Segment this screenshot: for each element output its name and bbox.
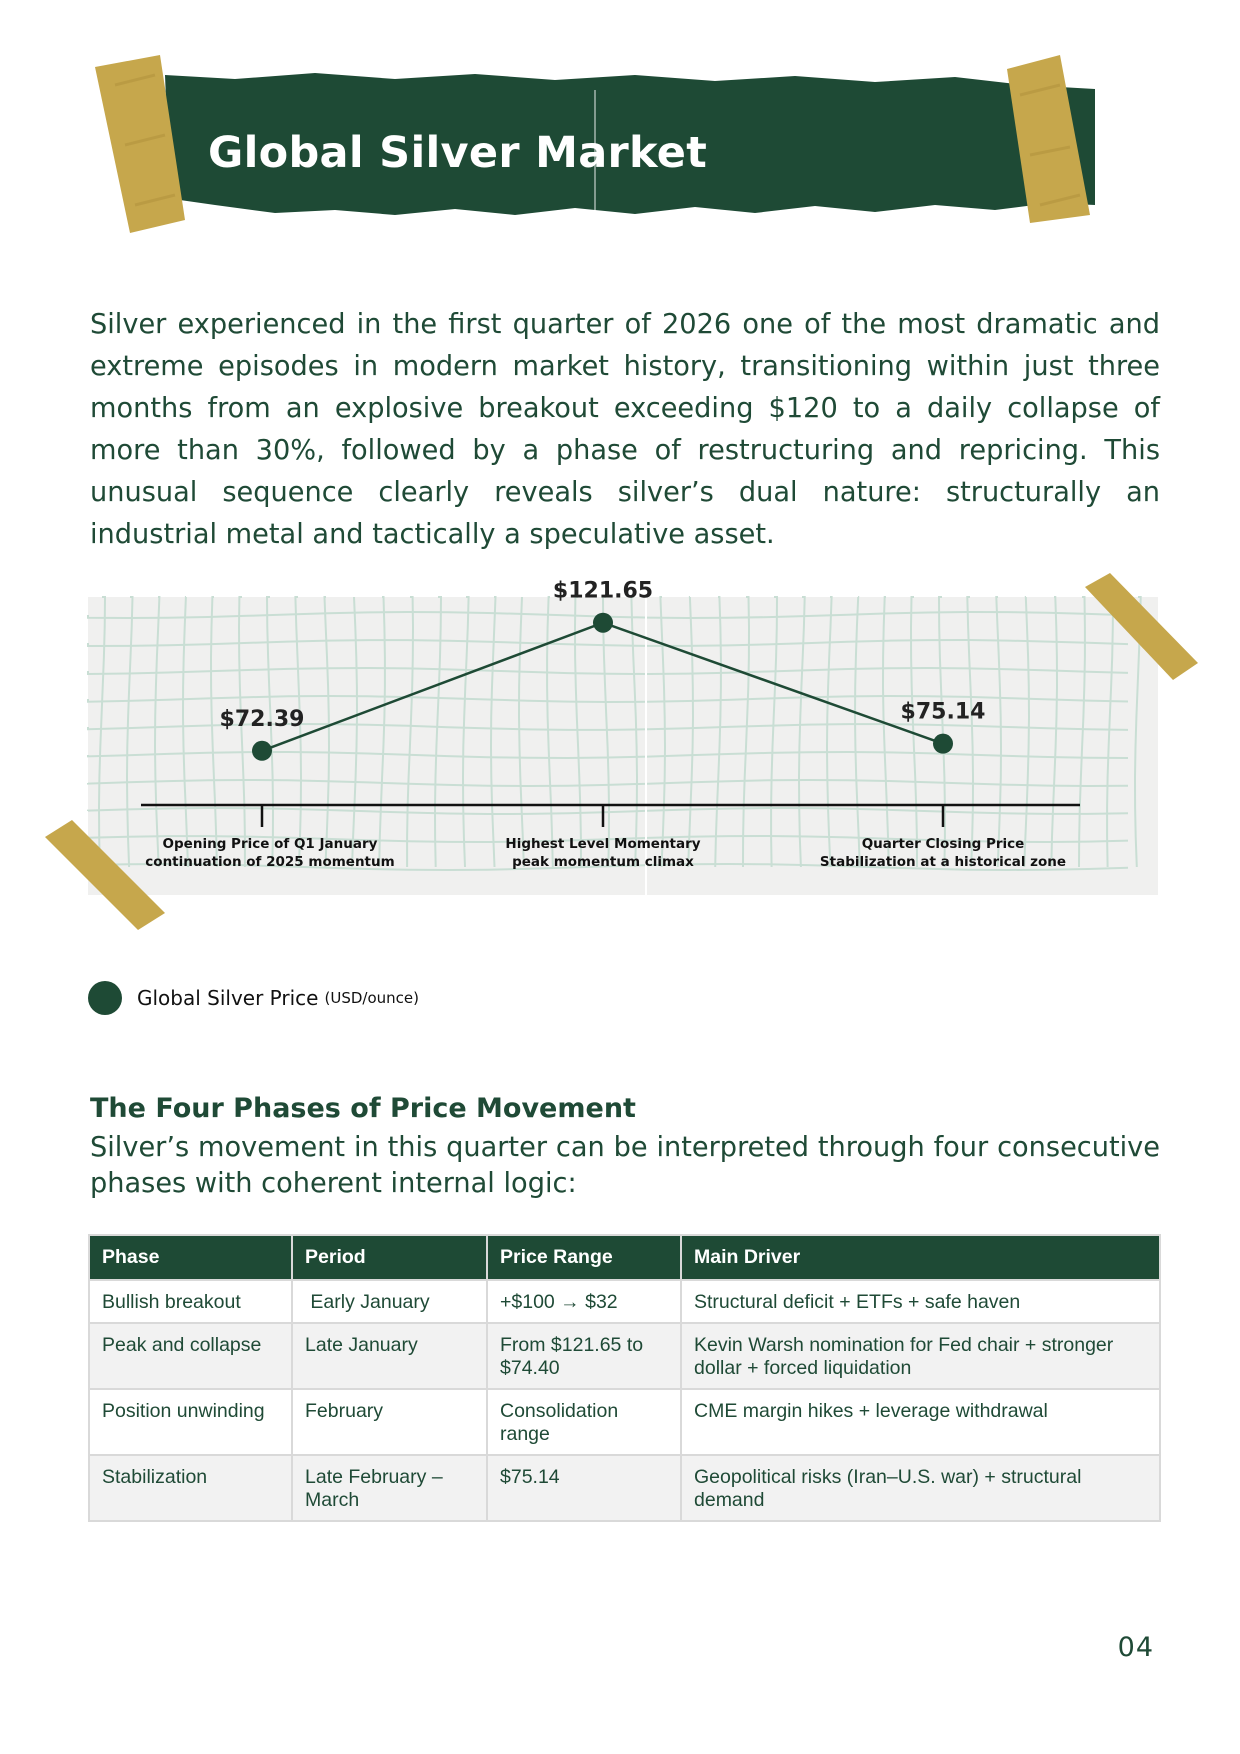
legend-unit: (USD/ounce) [324, 989, 419, 1007]
table-cell: Structural deficit + ETFs + safe haven [681, 1280, 1160, 1323]
category-label: Highest Level Momentary [505, 836, 701, 852]
table-cell: Late January [292, 1323, 487, 1389]
table-cell: Stabilization [89, 1455, 292, 1521]
legend-marker-icon [88, 981, 122, 1015]
data-point [593, 613, 613, 633]
data-point [933, 734, 953, 754]
data-label: $72.39 [219, 706, 305, 732]
intro-paragraph: Silver experienced in the first quarter of 2026 one of the most dramatic and extreme episodes in modern market history, transitioning within just three months from an explosive breakout exceeding $120 to a daily collapse of more than 30%, followed by a phase of restructuring and repricing. This unusual sequence clearly reveals silver’s dual nature: structurally an industrial metal and tactically a speculative asset. [90, 309, 1160, 550]
data-point [252, 741, 272, 761]
category-label: Quarter Closing Price [861, 836, 1025, 852]
data-label: $75.14 [900, 699, 986, 725]
category-label: continuation of 2025 momentum [145, 854, 395, 870]
legend-label: Global Silver Price [137, 986, 319, 1010]
category-label: peak momentum climax [512, 854, 694, 870]
table-row [89, 1280, 1160, 1323]
table-row [89, 1455, 1160, 1521]
page-title: Global Silver Market [208, 128, 708, 178]
category-label: Stabilization at a historical zone [819, 854, 1067, 870]
page-number: 04 [1117, 1632, 1154, 1663]
table-cell: Consolidation range [487, 1389, 681, 1455]
header-main-driver: Main Driver [681, 1235, 1160, 1280]
table-cell: Position unwinding [89, 1389, 292, 1455]
table-cell: From $121.65 to $74.40 [487, 1323, 681, 1389]
phases-table [88, 1234, 1161, 1522]
header-period: Period [292, 1235, 487, 1280]
table-cell: Kevin Warsh nomination for Fed chair + stronger dollar + forced liquidation [681, 1323, 1160, 1389]
price-chart [40, 565, 1210, 940]
header-price-range: Price Range [487, 1235, 681, 1280]
chart-legend [88, 980, 419, 1016]
table-cell: February [292, 1389, 487, 1455]
table-cell: +$100 → $32 [487, 1280, 681, 1323]
table-cell: Late February – March [292, 1455, 487, 1521]
table-cell: Peak and collapse [89, 1323, 292, 1389]
section-description: Silver’s movement in this quarter can be interpreted through four consecutive phases with coherent internal logic: [90, 1132, 1160, 1199]
table-header-row [89, 1235, 1160, 1280]
table-cell: $75.14 [487, 1455, 681, 1521]
table-cell: Bullish breakout [89, 1280, 292, 1323]
header-phase: Phase [89, 1235, 292, 1280]
table-cell: CME margin hikes + leverage withdrawal [681, 1389, 1160, 1455]
table-cell: Geopolitical risks (Iran–U.S. war) + structural demand [681, 1455, 1160, 1521]
table-row [89, 1389, 1160, 1455]
category-label: Opening Price of Q1 January [162, 836, 378, 852]
data-label: $121.65 [552, 578, 654, 604]
section-title: The Four Phases of Price Movement [90, 1093, 636, 1124]
table-row [89, 1323, 1160, 1389]
table-cell: Early January [292, 1280, 487, 1323]
